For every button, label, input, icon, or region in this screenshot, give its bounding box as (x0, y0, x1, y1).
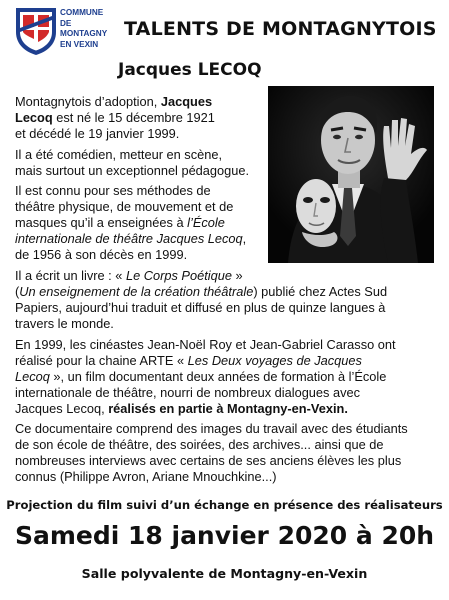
book-line-2: ) publié chez Actes Sud (253, 284, 388, 299)
book-title: Le Corps Poétique (125, 268, 232, 283)
documentary-paragraph (15, 421, 408, 485)
film-paragraph (15, 337, 396, 417)
film-line-1: En 1999, les cinéastes Jean-Noël Roy et Jean-Gabriel Carasso ont (15, 337, 396, 352)
film-title-part-1: Les Deux voyages de Jacques (187, 353, 362, 368)
book-subtitle: Un enseignement de la création théâtrale (19, 284, 254, 299)
film-line-4: internationale de théâtre, nourri de nombreux dialogues avec (15, 385, 361, 400)
page-title: TALENTS DE MONTAGNYTOIS (124, 18, 437, 40)
career-line-2: mais surtout un exceptionnel pédagogue. (15, 163, 250, 178)
shield-icon (14, 6, 58, 56)
film-line-2: réalisé pour la chaine ARTE « (15, 353, 188, 368)
book-quote-close: » (231, 268, 243, 283)
film-location-highlight: réalisés en partie à Montagny-en-Vexin. (108, 401, 348, 416)
documentary-line-1: Ce documentaire comprend des images du travail avec des étudiants (15, 421, 408, 436)
event-date: Samedi 18 janvier 2020 à 20h (14, 521, 435, 550)
intro-name-last: Lecoq (15, 110, 53, 125)
portrait-with-mask-icon (268, 86, 434, 263)
film-line-3: », un film documentant deux années de formation à l’École (49, 369, 387, 384)
documentary-line-3: nombreuses interviews avec certains de ses anciens élèves les plus (15, 453, 402, 468)
logo-text (60, 8, 106, 50)
career-paragraph (15, 147, 249, 179)
methods-line-1: Il est connu pour ses méthodes de (15, 183, 211, 198)
book-line-1: Il a écrit un livre : « (15, 268, 126, 283)
portrait-photo (268, 86, 434, 263)
logo-line-3: MONTAGNY (60, 29, 108, 38)
book-paragraph (15, 268, 387, 332)
logo-line-4: EN VEXIN (60, 39, 99, 49)
event-venue: Salle polyvalente de Montagny-en-Vexin (81, 566, 368, 581)
subject-name: Jacques LECOQ (118, 60, 262, 80)
book-line-4: travers le monde. (15, 316, 114, 331)
logo-line-1: COMMUNE (60, 8, 104, 17)
film-line-5: Jacques Lecoq, (15, 401, 109, 416)
school-name-part-1: l’École (187, 215, 225, 230)
intro-name-first: Jacques (160, 94, 213, 109)
methods-comma: , (242, 231, 247, 246)
school-name-part-2: internationale de théâtre Jacques Lecoq (15, 231, 243, 246)
film-title-part-2: Lecoq (15, 369, 50, 384)
methods-line-5: de 1956 à son décès en 1999. (15, 247, 188, 262)
methods-line-3: masques qu’il a enseignées à (15, 215, 188, 230)
book-line-3: Papiers, aujourd’hui traduit et diffusé en plus de quinze langues à (15, 300, 386, 315)
methods-line-2: théâtre physique, de mouvement et de (15, 199, 234, 214)
methods-paragraph (15, 183, 246, 263)
career-line-1: Il a été comédien, metteur en scène, (15, 147, 222, 162)
intro-text-2: est né le 15 décembre 1921 (52, 110, 215, 125)
commune-logo (14, 6, 108, 56)
book-paren-open: ( (15, 284, 20, 299)
logo-line-2: DE (60, 18, 72, 28)
projection-notice: Projection du film suivi d’un échange en présence des réalisateurs (6, 498, 443, 512)
intro-paragraph (15, 94, 215, 142)
intro-text-1: Montagnytois d’adoption, (15, 94, 161, 109)
documentary-line-2: de son école de théâtre, des soirées, des archives... ainsi que de (15, 437, 384, 452)
documentary-line-4: connus (Philippe Avron, Ariane Mnouchkine...) (15, 469, 277, 484)
intro-text-3: et décédé le 19 janvier 1999. (15, 126, 180, 141)
